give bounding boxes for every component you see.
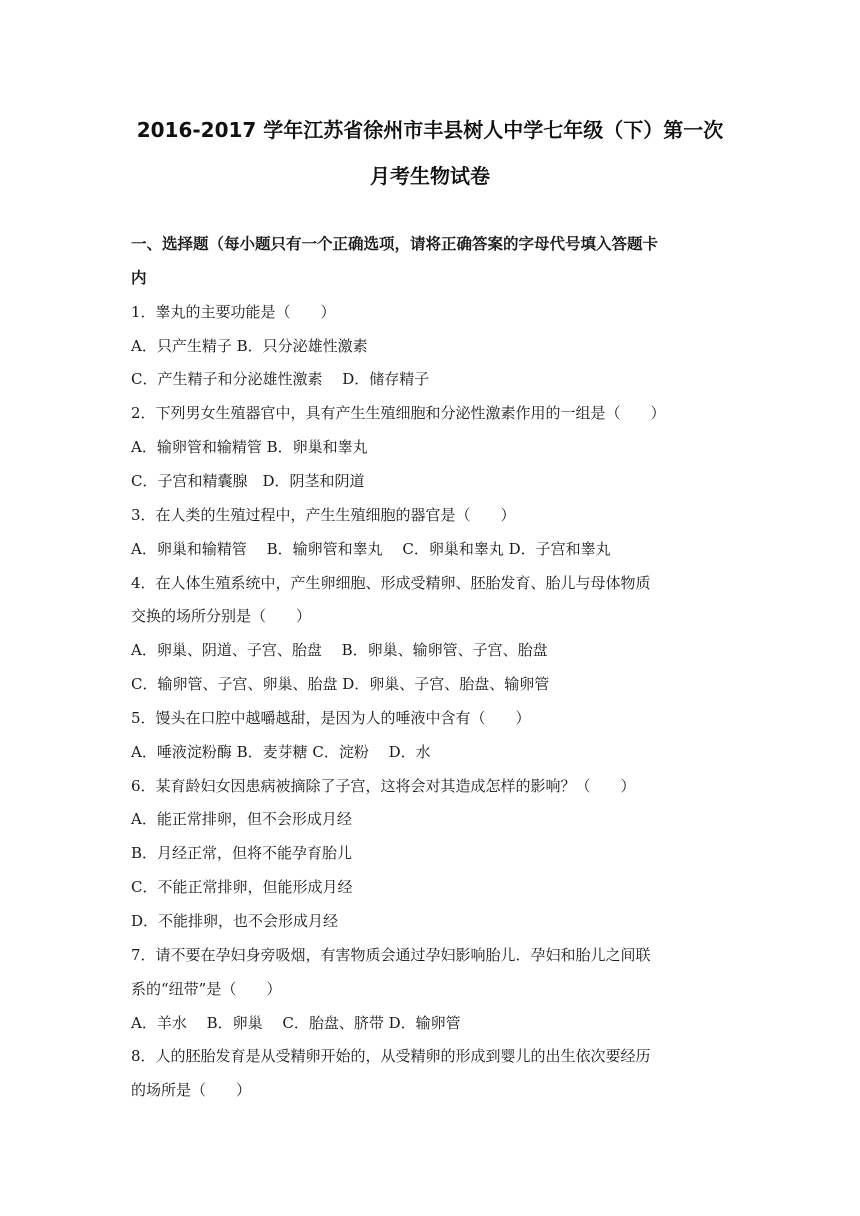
question-4-stem-line-1: 4．在人体生殖系统中，产生卵细胞、形成受精卵、胚胎发育、胎儿与母体物质 [131,574,651,592]
question-5-options: A．唾液淀粉酶 B．麦芽糖 C．淀粉 D．水 [131,743,431,761]
question-1-stem: 1．睾丸的主要功能是（ ） [131,303,336,321]
question-3-stem: 3．在人类的生殖过程中，产生生殖细胞的器官是（ ） [131,506,516,524]
exam-title-line-2: 月考生物试卷 [370,164,490,188]
question-2-options-a-b: A．输卵管和输精管 B．卵巢和睾丸 [131,438,368,456]
question-7-stem-line-2: 系的“纽带”是（ ） [131,980,282,998]
question-7-options: A．羊水 B．卵巢 C．胎盘、脐带 D．输卵管 [131,1014,461,1032]
question-1-options-c-d: C．产生精子和分泌雄性激素 D．储存精子 [131,370,430,388]
question-4-options-c-d: C．输卵管、子宫、卵巢、胎盘 D．卵巢、子宫、胎盘、输卵管 [131,675,550,693]
section-heading-line-2: 内 [131,269,147,287]
section-heading-line-1: 一、选择题（每小题只有一个正确选项，请将正确答案的字母代号填入答题卡 [131,235,659,253]
question-6-option-a: A．能正常排卵，但不会形成月经 [131,810,352,828]
question-4-options-a-b: A．卵巢、阴道、子宫、胎盘 B．卵巢、输卵管、子宫、胎盘 [131,641,548,659]
question-4-stem-line-2: 交换的场所分别是（ ） [131,607,312,625]
question-6-option-b: B．月经正常，但将不能孕育胎儿 [131,844,353,862]
question-6-option-d: D．不能排卵，也不会形成月经 [131,912,339,930]
question-6-option-c: C．不能正常排卵，但能形成月经 [131,878,353,896]
question-2-stem: 2．下列男女生殖器官中，具有产生生殖细胞和分泌性激素作用的一组是（ ） [131,404,666,422]
question-1-options-a-b: A．只产生精子 B．只分泌雄性激素 [131,337,368,355]
question-2-options-c-d: C．子宫和精囊腺 D．阴茎和阴道 [131,472,365,490]
exam-title-line-1: 2016-2017 学年江苏省徐州市丰县树人中学七年级（下）第一次 [136,118,724,142]
question-3-options: A．卵巢和输精管 B．输卵管和睾丸 C．卵巢和睾丸 D．子宫和睾丸 [131,540,611,558]
question-6-stem: 6．某育龄妇女因患病被摘除了子宫，这将会对其造成怎样的影响？（ ） [131,777,636,795]
question-7-stem-line-1: 7．请不要在孕妇身旁吸烟，有害物质会通过孕妇影响胎儿．孕妇和胎儿之间联 [131,946,651,964]
question-5-stem: 5．馒头在口腔中越嚼越甜，是因为人的唾液中含有（ ） [131,709,531,727]
question-8-stem-line-2: 的场所是（ ） [131,1081,252,1099]
question-8-stem-line-1: 8．人的胚胎发育是从受精卵开始的，从受精卵的形成到婴儿的出生依次要经历 [131,1047,651,1065]
